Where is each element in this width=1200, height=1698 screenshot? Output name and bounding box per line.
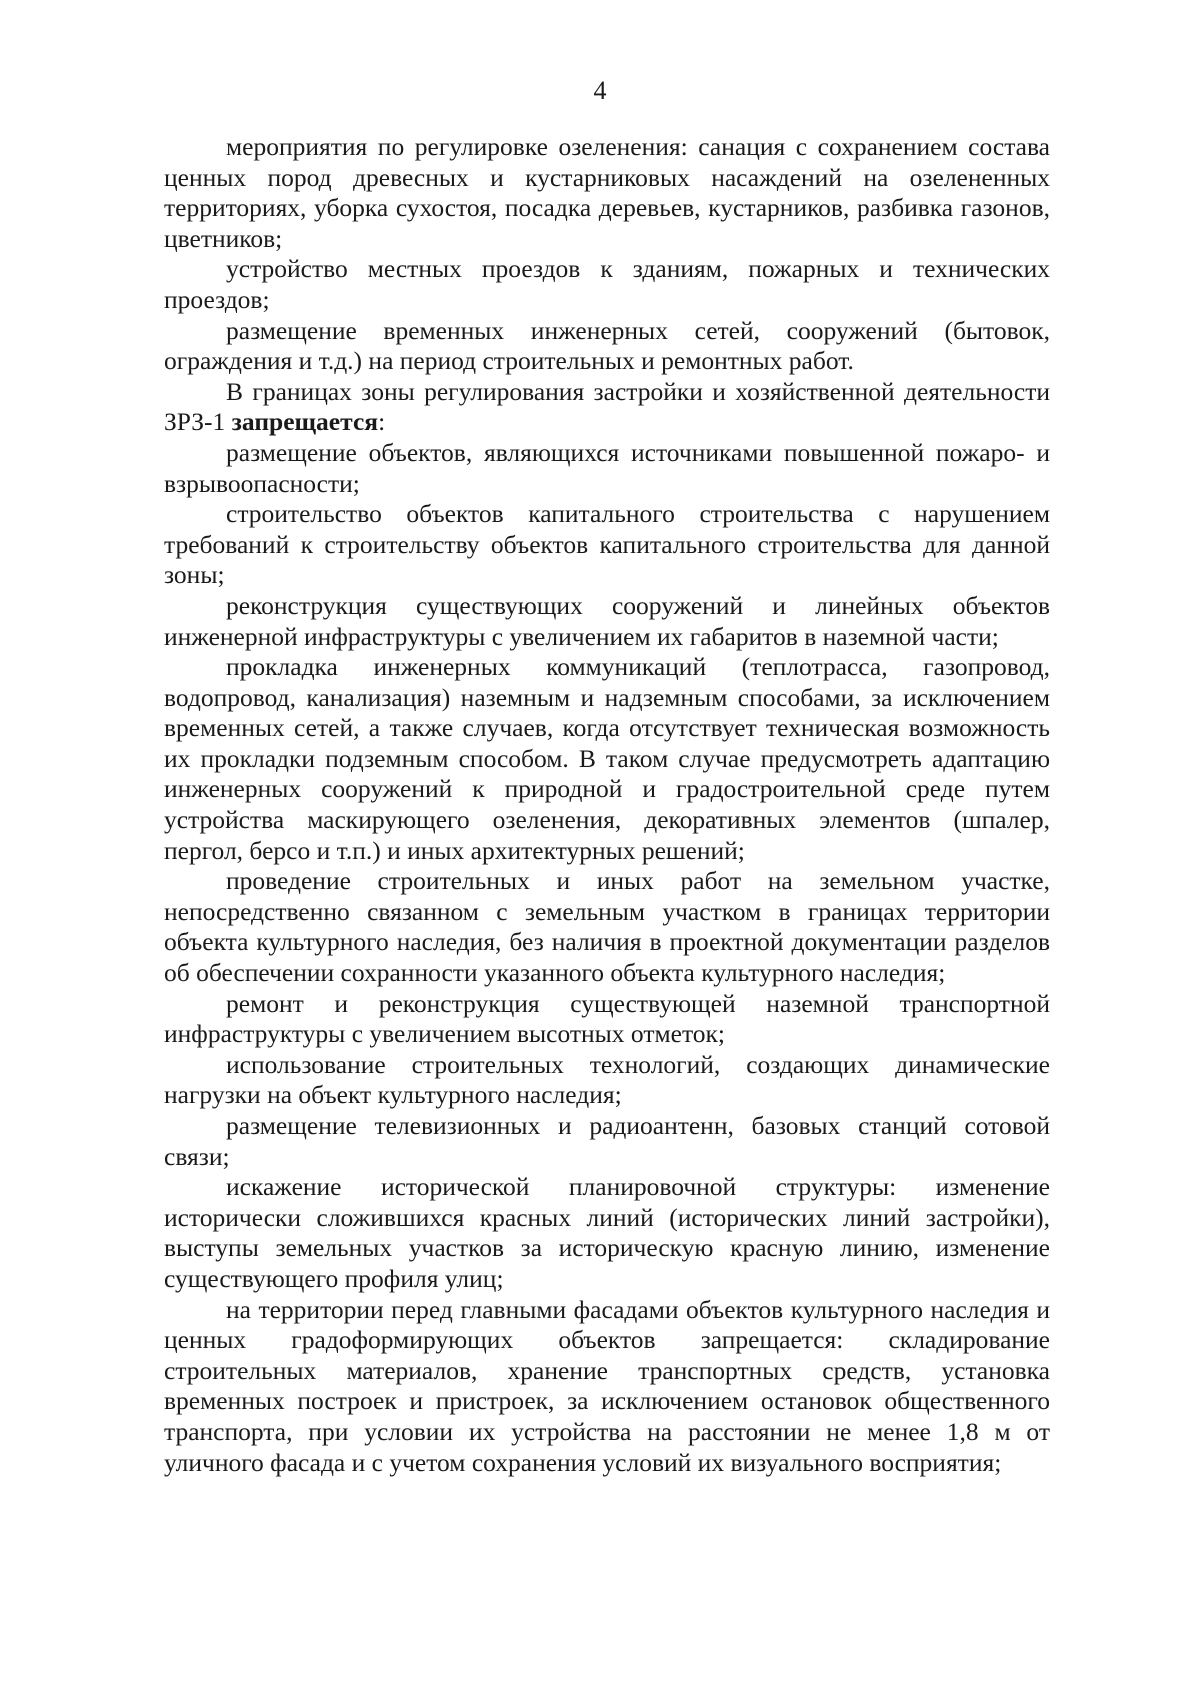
- paragraph-construction-works: проведение строительных и иных работ на земельном участке, непосредственно связанном с земельным участком в границах территории объекта культурного наследия, без наличия в проектной документации разделов об обеспечении сохранности указанного объекта культурного наследия;: [164, 866, 1050, 988]
- paragraph-temporary-networks: размещение временных инженерных сетей, сооружений (бытовок, ограждения и т.д.) на период строительных и ремонтных работ.: [164, 315, 1050, 376]
- paragraph-reconstruction-linear-objects: реконструкция существующих сооружений и линейных объектов инженерной инфраструктуры с увеличением их габаритов в наземной части;: [164, 590, 1050, 651]
- paragraph-landscaping-measures: мероприятия по регулировке озеленения: санация с сохранением состава ценных пород древесных и кустарниковых насаждений на озелененных территориях, уборка сухостоя, посадка деревьев, кустарников, разбивка газонов, цветников;: [164, 132, 1050, 253]
- paragraph-transport-infrastructure: ремонт и реконструкция существующей наземной транспортной инфраструктуры с увеличением высотных отметок;: [164, 988, 1050, 1049]
- paragraph-planning-structure: искажение исторической планировочной структуры: изменение исторически сложившихся красных линий (исторических линий застройки), выступы земельных участков за историческую красную линию, изменение существующего профиля улиц;: [164, 1172, 1050, 1293]
- paragraph-dynamic-loads: использование строительных технологий, создающих динамические нагрузки на объект культурного наследия;: [164, 1049, 1050, 1110]
- paragraph-zone-prohibitions-intro: [164, 377, 1050, 438]
- paragraph-local-driveways: устройство местных проездов к зданиям, пожарных и технических проездов;: [164, 254, 1050, 314]
- paragraph-capital-construction: строительство объектов капитального строительства с нарушением требований к строительству объектов капитального строительства для данной зоны;: [164, 499, 1050, 590]
- paragraph-main-facades: на территории перед главными фасадами объектов культурного наследия и ценных градоформирующих объектов запрещается: складирование строительных материалов, хранение транспортных средств, установка временных построек и пристроек, за исключением остановок общественного транспорта, при условии их устройства на расстоянии не менее 1,8 м от уличного фасада и с учетом сохранения условий их визуального восприятия;: [164, 1294, 1050, 1477]
- document-body: [164, 132, 1050, 1478]
- page-number: 4: [593, 76, 607, 105]
- intro-text: В границах зоны регулирования застройки и хозяйственной деятельности ЗРЗ-1: [164, 376, 1050, 437]
- paragraph-antennas: размещение телевизионных и радиоантенн, базовых станций сотовой связи;: [164, 1111, 1050, 1171]
- intro-colon: :: [378, 407, 386, 437]
- paragraph-fire-hazard-objects: размещение объектов, являющихся источниками повышенной пожаро- и взрывоопасности;: [164, 437, 1050, 498]
- prohibited-keyword: запрещается: [231, 407, 379, 437]
- paragraph-utility-laying: прокладка инженерных коммуникаций (теплотрасса, газопровод, водопровод, канализация) наземным и надземным способами, за исключением временных сетей, а также случаев, когда отсутствует техническая возможность их прокладки подземным способом. В таком случае предусмотреть адаптацию инженерных сооружений к природной и градостроительной среде путем устройства маскирующего озеленения, декоративных элементов (шпалер, пергол, берсо и т.п.) и иных архитектурных решений;: [164, 652, 1050, 865]
